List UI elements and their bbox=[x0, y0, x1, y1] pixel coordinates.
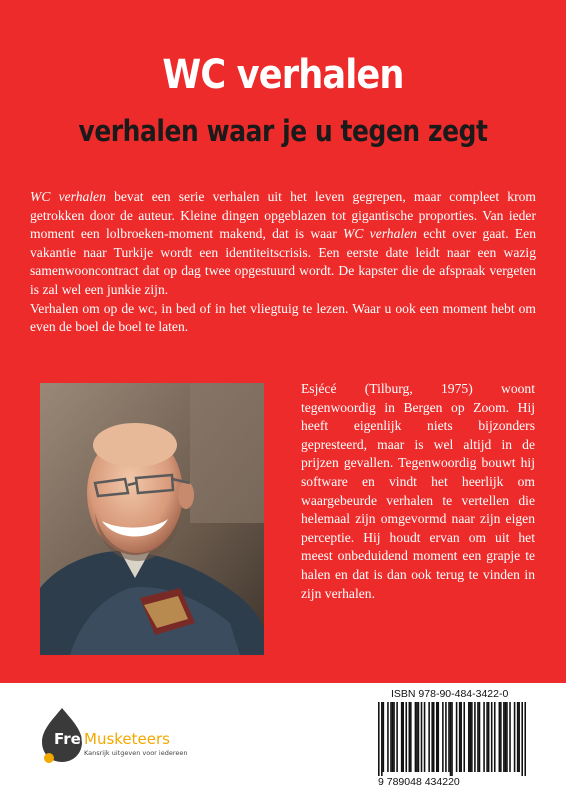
barcode-bar bbox=[418, 702, 420, 772]
barcode-bar bbox=[445, 702, 447, 772]
barcode-bar bbox=[390, 702, 392, 772]
barcode-bar bbox=[438, 702, 440, 772]
barcode-bar bbox=[459, 702, 461, 772]
barcode-bar bbox=[491, 702, 493, 772]
barcode-bar bbox=[463, 702, 465, 772]
barcode-bar bbox=[436, 702, 438, 772]
barcode-bar bbox=[433, 702, 435, 772]
book-subtitle: verhalen waar je u tegen zegt bbox=[78, 114, 488, 148]
barcode-bar bbox=[442, 702, 444, 772]
blurb-title-ref-2: WC verhalen bbox=[343, 226, 417, 242]
barcode-bar bbox=[402, 702, 404, 772]
barcode-bar bbox=[494, 702, 496, 772]
author-photo-image bbox=[40, 383, 264, 655]
barcode-bar bbox=[500, 702, 502, 772]
barcode-bar bbox=[424, 702, 426, 772]
publisher-logo bbox=[40, 706, 200, 768]
barcode-bar bbox=[471, 702, 473, 772]
barcode-bar bbox=[450, 702, 452, 776]
barcode-bar bbox=[477, 702, 479, 772]
barcode-digits: 9 789048 434220 bbox=[378, 776, 460, 788]
barcode-bar bbox=[517, 702, 519, 772]
barcode-bar bbox=[392, 702, 394, 772]
barcode-bar bbox=[499, 702, 501, 772]
barcode-bar bbox=[421, 702, 423, 772]
barcode-bar bbox=[410, 702, 412, 772]
blurb-text-a: bevat een serie verhalen uit het leven gegrepen, maar compleet krom getrokken door de auteur. Kleine dingen opgeblazen tot gigantische proporties. Van ieder moment een lolbroeken-moment makend, dat is waar bbox=[30, 189, 536, 242]
barcode-bar bbox=[387, 702, 389, 772]
barcode-bar bbox=[378, 702, 380, 776]
barcode-bar bbox=[448, 702, 450, 772]
barcode-bar bbox=[393, 702, 395, 772]
barcode-bar bbox=[405, 702, 407, 772]
barcode-bar bbox=[451, 702, 453, 776]
blurb-paragraph-2: Verhalen om op de wc, in bed of in het vliegtuig te lezen. Waar u ook een moment hebt om even de boel de boel te laten. bbox=[30, 300, 536, 335]
author-bio: Esjécé (Tilburg, 1975) woont tegenwoordig in Bergen op Zoom. Hij heeft eigenlijk niets bijzonders gepresteerd, maar is wel altijd in de prijzen gevallen. Tegenwoordig bouwt hij software en vindt het heerlijk om waargebeurde verhalen te vertellen die helemaal zijn omgevormd naar zijn eigen perceptie. Hij houdt ervan om uit het meest onbeduidend moment een grapje te halen en dat is dan ook terug te vinden in zijn verhalen. bbox=[301, 381, 535, 601]
barcode-bar bbox=[416, 702, 418, 772]
barcode-bar bbox=[479, 702, 481, 772]
barcode-bar bbox=[521, 702, 523, 776]
barcode-bar bbox=[488, 702, 490, 772]
barcode-bar bbox=[483, 702, 485, 772]
barcode-bar bbox=[506, 702, 508, 772]
barcode-bar bbox=[503, 702, 505, 772]
barcode-bar bbox=[401, 702, 403, 772]
blurb-text bbox=[30, 188, 536, 337]
barcode bbox=[378, 702, 526, 776]
isbn-label: ISBN 978-90-484-3422-0 bbox=[391, 688, 509, 700]
barcode-bar bbox=[470, 702, 472, 772]
barcode-bar bbox=[518, 702, 520, 772]
barcode-bar bbox=[486, 702, 488, 772]
barcode-bar bbox=[505, 702, 507, 772]
book-title: WC verhalen bbox=[162, 52, 404, 98]
barcode-bar bbox=[381, 702, 383, 776]
barcode-bar bbox=[509, 702, 511, 772]
barcode-bar bbox=[514, 702, 516, 772]
publisher-name-musketeers: Musketeers bbox=[84, 730, 170, 748]
barcode-bar bbox=[396, 702, 398, 772]
barcode-bar bbox=[428, 702, 430, 772]
publisher-tagline: Kansrijk uitgeven voor iedereen bbox=[84, 749, 188, 757]
publisher-name-free: Free bbox=[54, 730, 92, 748]
barcode-bar bbox=[415, 702, 417, 772]
barcode-bar bbox=[431, 702, 433, 772]
blurb-title-ref: WC verhalen bbox=[30, 189, 106, 204]
barcode-bar bbox=[468, 702, 470, 772]
barcode-bar bbox=[524, 702, 526, 776]
barcode-bar bbox=[474, 702, 476, 772]
blurb-text-b: echt over gaat. Een vakantie naar Turkije wordt een identiteitscrisis. Een eerste date leidt naar een wazig samenwooncontract dat op dag twee opgestuurd wordt. De kapster die de afspraak vergeten is zal wel een junkie zijn. bbox=[30, 226, 536, 297]
author-photo bbox=[40, 383, 264, 655]
barcode-bar bbox=[409, 702, 411, 772]
barcode-bar bbox=[383, 702, 385, 772]
blurb-paragraph-1 bbox=[30, 188, 536, 300]
barcode-bar bbox=[460, 702, 462, 772]
barcode-bar bbox=[456, 702, 458, 772]
